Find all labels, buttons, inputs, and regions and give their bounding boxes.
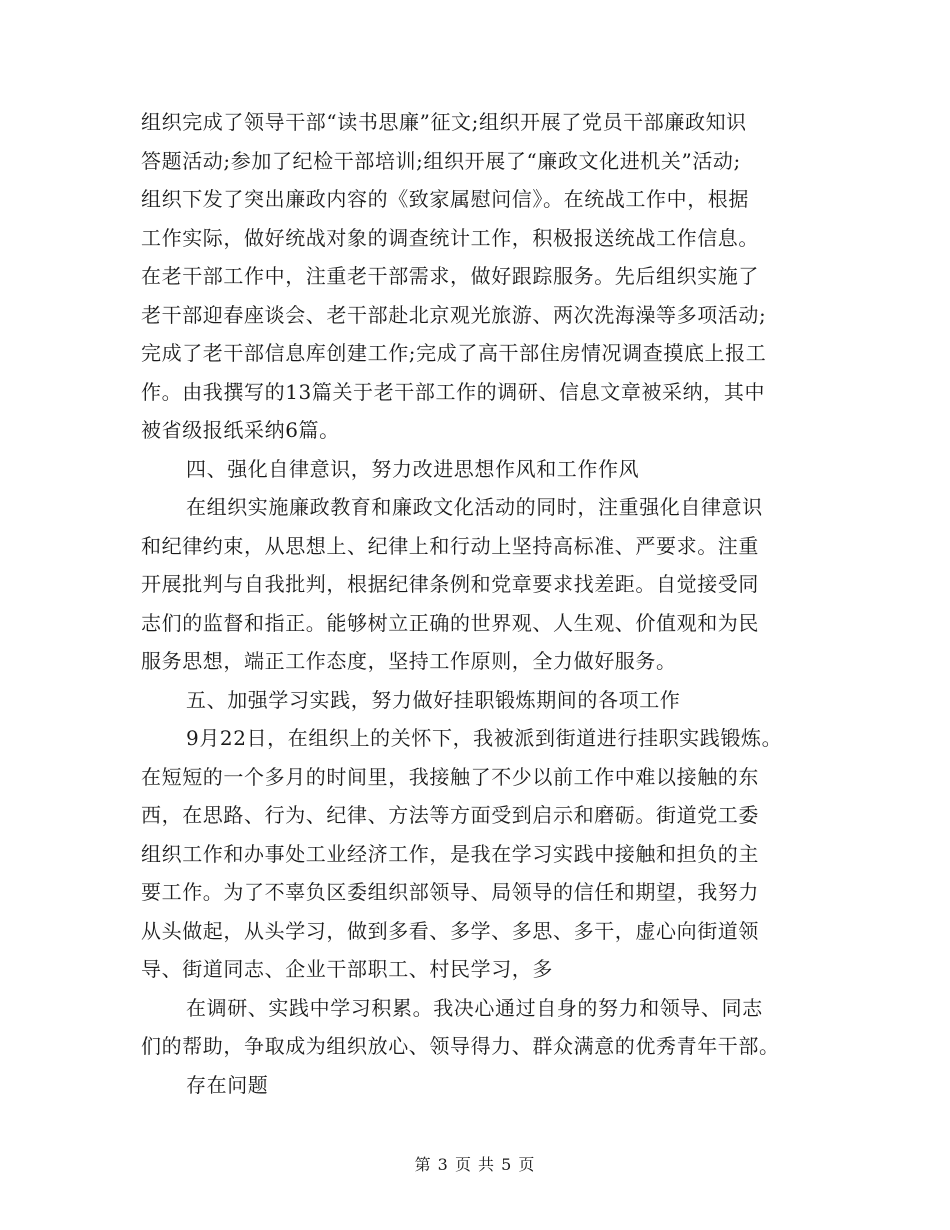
text-line: 作。由我撰写的13篇关于老干部工作的调研、信息文章被采纳，其中: [141, 379, 766, 404]
text-line: 工作实际，做好统战对象的调查统计工作，积极报送统战工作信息。: [141, 225, 759, 250]
text-line: 存在问题: [186, 1072, 269, 1097]
text-line: 要工作。为了不辜负区委组织部领导、局领导的信任和期望，我努力: [141, 880, 759, 904]
text-line: 服务思想，端正工作态度，坚持工作原则，全力做好服务。: [141, 649, 677, 673]
text-line: 答题活动;参加了纪检干部培训;组织开展了“廉政文化进机关”活动;: [141, 148, 741, 173]
text-line: 西，在思路、行为、纪律、方法等方面受到启示和磨砺。街道党工委: [141, 803, 759, 827]
text-line: 志们的监督和指正。能够树立正确的世界观、人生观、价值观和为民: [141, 610, 759, 635]
text-line: 五、加强学习实践，努力做好挂职锻炼期间的各项工作: [186, 687, 681, 712]
text-line: 被省级报纸采纳6篇。: [141, 418, 340, 442]
text-line: 四、强化自律意识，努力改进思想作风和工作作风: [186, 456, 640, 481]
text-line: 在组织实施廉政教育和廉政文化活动的同时，注重强化自律意识: [186, 495, 763, 519]
text-line: 们的帮助，争取成为组织放心、领导得力、群众满意的优秀青年干部。: [141, 1034, 780, 1058]
text-line: 老干部迎春座谈会、老干部赴北京观光旅游、两次洗海澡等多项活动;: [141, 302, 767, 327]
text-line: 导、街道同志、企业干部职工、村民学习，多: [141, 957, 553, 981]
text-line: 从头做起，从头学习，做到多看、多学、多思、多干，虚心向街道领: [141, 918, 759, 943]
text-line: 9月22日，在组织上的关怀下，我被派到街道进行挂职实践锻炼。: [186, 726, 783, 750]
text-line: 组织工作和办事处工业经济工作，是我在学习实践中接触和担负的主: [141, 841, 759, 866]
text-line: 在短短的一个多月的时间里，我接触了不少以前工作中难以接触的东: [141, 764, 759, 789]
text-line: 完成了老干部信息库创建工作;完成了高干部住房情况调查摸底上报工: [141, 341, 767, 365]
document-body: [141, 103, 806, 1104]
text-line: 组织下发了突出廉政内容的《致家属慰问信》。在统战工作中，根据: [141, 187, 749, 211]
text-line: 在老干部工作中，注重老干部需求，做好跟踪服务。先后组织实施了: [141, 264, 759, 288]
text-line: 在调研、实践中学习积累。我决心通过自身的努力和领导、同志: [186, 995, 763, 1020]
text-line: 开展批判与自我批判，根据纪律条例和党章要求找差距。自觉接受同: [141, 572, 759, 596]
text-line: 组织完成了领导干部“读书思廉”征文;组织开展了党员干部廉政知识: [141, 110, 747, 134]
text-line: 和纪律约束，从思想上、纪律上和行动上坚持高标准、严要求。注重: [141, 533, 759, 558]
page-footer: 第 3 页 共 5 页: [414, 1155, 536, 1174]
